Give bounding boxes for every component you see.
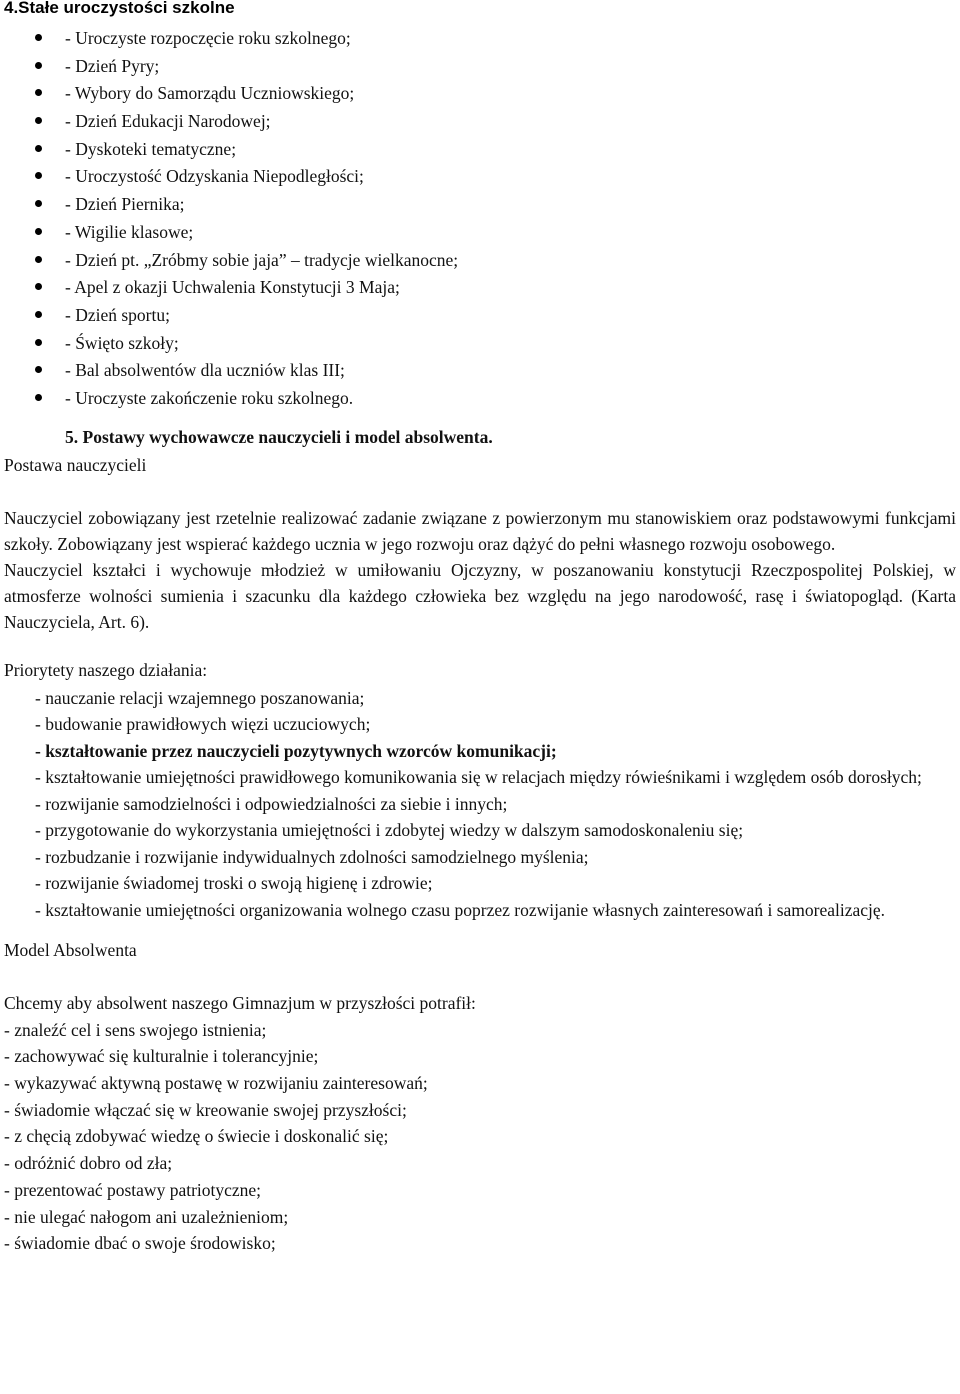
- section-5-heading: 5. Postawy wychowawcze nauczycieli i model absolwenta.: [65, 426, 493, 447]
- bullet-icon: [35, 311, 42, 318]
- list-item: [4, 386, 956, 414]
- list-item: [4, 109, 956, 137]
- list-item-text: - Uroczyste rozpoczęcie roku szkolnego;: [65, 28, 351, 48]
- list-item-text: - Dzień Edukacji Narodowej;: [65, 111, 271, 132]
- list-item: - przygotowanie do wykorzystania umiejętności i zdobytej wiedzy w dalszym samodoskonaleniu się;: [35, 820, 744, 841]
- bullet-icon: [35, 145, 42, 152]
- bullet-icon: [35, 89, 42, 96]
- list-item-text: - Dzień Piernika;: [65, 194, 185, 215]
- bullet-icon: [35, 117, 42, 124]
- document-page: [4, 0, 956, 1257]
- bullet-icon: [35, 283, 42, 290]
- list-item: [4, 358, 956, 386]
- list-item-text: - Uroczystość Odzyskania Niepodległości;: [65, 166, 364, 187]
- list-item-text: - Dzień pt. „Zróbmy sobie jaja” – tradycje wielkanocne;: [65, 249, 459, 270]
- list-item: [4, 164, 956, 192]
- list-item: - nie ulegać nałogom ani uzależnieniom;: [4, 1206, 289, 1227]
- priorities-list: [4, 685, 956, 924]
- list-item-text: - Wybory do Samorządu Uczniowskiego;: [65, 83, 355, 104]
- list-item: - kształtowanie umiejętności prawidłowego komunikowania się w relacjach między rówieśnikami i względem osób dorosłych;: [35, 767, 922, 788]
- bullet-icon: [35, 172, 42, 179]
- list-item: - prezentować postawy patriotyczne;: [4, 1179, 262, 1200]
- bullet-icon: [35, 256, 42, 263]
- list-item: - nauczanie relacji wzajemnego poszanowania;: [35, 687, 365, 708]
- bullet-icon: [35, 366, 42, 373]
- priorities-heading: Priorytety naszego działania:: [4, 659, 208, 680]
- list-item: - zachowywać się kulturalnie i tolerancyjnie;: [4, 1046, 319, 1067]
- list-item: [4, 248, 956, 276]
- list-item: - rozwijanie świadomej troski o swoją higienę i zdrowie;: [35, 873, 433, 894]
- graduate-model-intro: Chcemy aby absolwent naszego Gimnazjum w przyszłości potrafił:: [4, 993, 476, 1014]
- list-item: [4, 303, 956, 331]
- teacher-paragraph-1: Nauczyciel zobowiązany jest rzetelnie realizować zadanie związane z powierzonym mu stanowiskiem oraz podstawowymi funkcjami szkoły. Zobowiązany jest wspierać każdego ucznia w jego rozwoju oraz dążyć do pełni własnego rozwoju osobowego.: [4, 507, 956, 554]
- list-item: - wykazywać aktywną postawę w rozwijaniu zainteresowań;: [4, 1073, 428, 1094]
- graduate-model-heading: Model Absolwenta: [4, 940, 137, 961]
- list-item: [4, 331, 956, 359]
- list-item-text: - Apel z okazji Uchwalenia Konstytucji 3 Maja;: [65, 277, 400, 298]
- section-4-heading: 4.Stałe uroczystości szkolne: [4, 0, 235, 17]
- list-item: [4, 54, 956, 82]
- teacher-attitude-heading: Postawa nauczycieli: [4, 454, 147, 475]
- list-item-text: - Dzień Pyry;: [65, 55, 160, 76]
- list-item: - znaleźć cel i sens swojego istnienia;: [4, 1019, 267, 1040]
- list-item-text: - Bal absolwentów dla uczniów klas III;: [65, 360, 345, 381]
- list-item-text: - Dyskoteki tematyczne;: [65, 138, 237, 159]
- list-item: [4, 220, 956, 248]
- list-item: - kształtowanie umiejętności organizowania wolnego czasu poprzez rozwijanie własnych zainteresowań i samorealizację.: [35, 899, 886, 920]
- list-item: [4, 26, 956, 54]
- bullet-icon: [35, 62, 42, 69]
- bullet-icon: [35, 228, 42, 235]
- list-item: - świadomie włączać się w kreowanie swojej przyszłości;: [4, 1099, 407, 1120]
- list-item: [4, 192, 956, 220]
- bullet-icon: [35, 200, 42, 207]
- bullet-icon: [35, 394, 42, 401]
- list-item-text: - Dzień sportu;: [65, 304, 170, 325]
- list-item: - kształtowanie przez nauczycieli pozytywnych wzorców komunikacji;: [35, 740, 557, 761]
- graduate-skills-list: [4, 1017, 956, 1257]
- list-item: - odróżnić dobro od zła;: [4, 1153, 173, 1174]
- list-item-text: - Wigilie klasowe;: [65, 221, 194, 242]
- list-item: - z chęcią zdobywać wiedzę o świecie i doskonalić się;: [4, 1126, 389, 1147]
- list-item-text: - Święto szkoły;: [65, 332, 179, 353]
- list-item: - rozbudzanie i rozwijanie indywidualnych zdolności samodzielnego myślenia;: [35, 846, 589, 867]
- list-item: - rozwijanie samodzielności i odpowiedzialności za siebie i innych;: [35, 793, 508, 814]
- list-item: [4, 137, 956, 165]
- list-item: - budowanie prawidłowych więzi uczuciowych;: [35, 714, 371, 735]
- list-item: [4, 275, 956, 303]
- ceremonies-list: [4, 26, 956, 414]
- list-item-text: - Uroczyste zakończenie roku szkolnego.: [65, 387, 354, 408]
- list-item: - świadomie dbać o swoje środowisko;: [4, 1233, 276, 1254]
- bullet-icon: [35, 34, 42, 41]
- teacher-paragraph-2: Nauczyciel kształci i wychowuje młodzież w umiłowaniu Ojczyzny, w poszanowaniu konstytucji Rzeczpospolitej Polskiej, w atmosferze wolności sumienia i szacunku dla każdego człowieka bez względu na jego narodowość, rasę i światopogląd. (Karta Nauczyciela, Art. 6).: [4, 559, 956, 632]
- list-item: [4, 81, 956, 109]
- bullet-icon: [35, 339, 42, 346]
